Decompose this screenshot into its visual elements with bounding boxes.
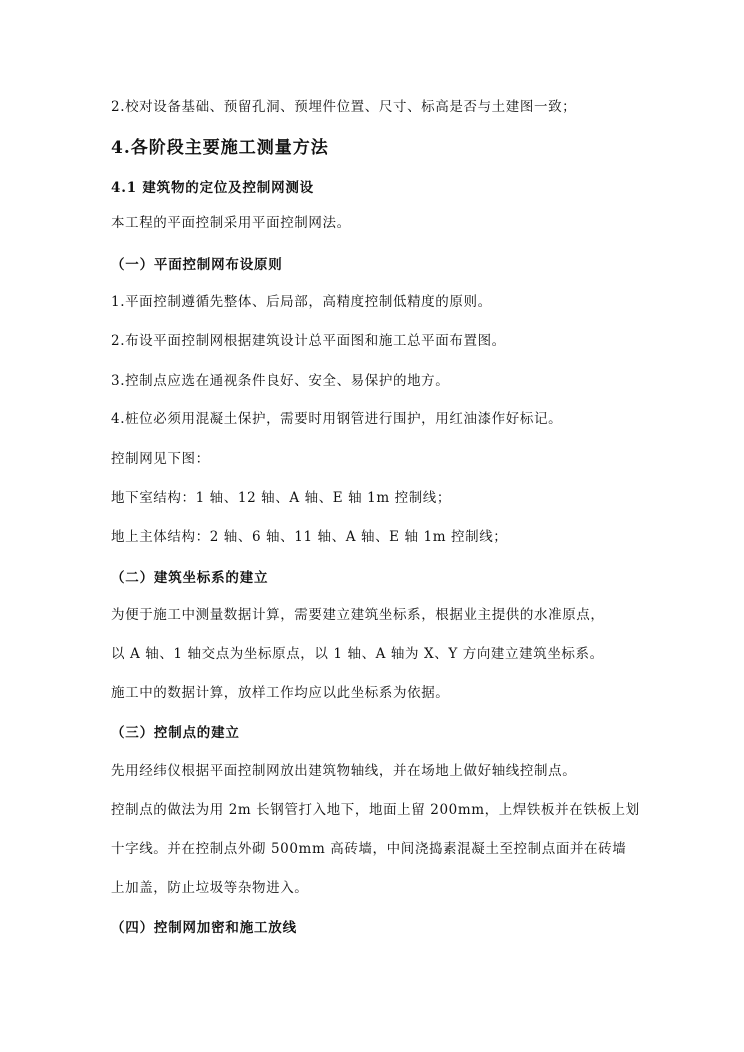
heading-principles: （一）平面控制网布设原则 [111,257,283,273]
text-line-basement-structure: 地下室结构：1 轴、12 轴、A 轴、E 轴 1m 控制线； [111,490,452,506]
text-line-coordinate-1: 为便于施工中测量数据计算，需要建立建筑坐标系，根据业主提供的水准原点， [111,607,605,623]
text-line-above-ground-structure: 地上主体结构：2 轴、6 轴、11 轴、A 轴、E 轴 1m 控制线； [111,529,508,545]
subsection-heading-positioning: 4.1 建筑物的定位及控制网测设 [111,180,314,196]
heading-coordinate-system: （二）建筑坐标系的建立 [111,570,269,586]
list-item-principle-3: 3.控制点应选在通视条件良好、安全、易保护的地方。 [111,373,450,389]
text-line-control-method: 本工程的平面控制采用平面控制网法。 [111,215,351,231]
list-item-principle-4: 4.桩位必须用混凝土保护，需要时用钢管进行围护，用红油漆作好标记。 [111,411,563,427]
text-line-control-point-2: 控制点的做法为用 2m 长钢管打入地下，地面上留 200mm，上焊铁板并在铁板上划 [111,802,640,818]
text-line-control-point-1: 先用经纬仪根据平面控制网放出建筑物轴线，并在场地上做好轴线控制点。 [111,763,577,779]
text-line-coordinate-3: 施工中的数据计算，放样工作均应以此坐标系为依据。 [111,685,450,701]
list-item-principle-2: 2.布设平面控制网根据建筑设计总平面图和施工总平面布置图。 [111,333,506,349]
text-line-equipment-check: 2.校对设备基础、预留孔洞、预埋件位置、尺寸、标高是否与土建图一致； [111,99,577,115]
heading-network-densification: （四）控制网加密和施工放线 [111,920,297,936]
text-line-coordinate-2: 以 A 轴、1 轴交点为坐标原点，以 1 轴、A 轴为 X、Y 方向建立建筑坐标系。 [111,646,604,662]
heading-control-points: （三）控制点的建立 [111,725,240,741]
text-line-control-point-3: 十字线。并在控制点外砌 500mm 高砖墙，中间浇捣素混凝土至控制点面并在砖墙 [111,841,627,857]
text-line-see-figure: 控制网见下图： [111,451,210,467]
list-item-principle-1: 1.平面控制遵循先整体、后局部，高精度控制低精度的原则。 [111,294,492,310]
text-line-control-point-4: 上加盖，防止垃圾等杂物进入。 [111,880,309,896]
section-heading-measurement-methods: 4.各阶段主要施工测量方法 [111,138,329,158]
